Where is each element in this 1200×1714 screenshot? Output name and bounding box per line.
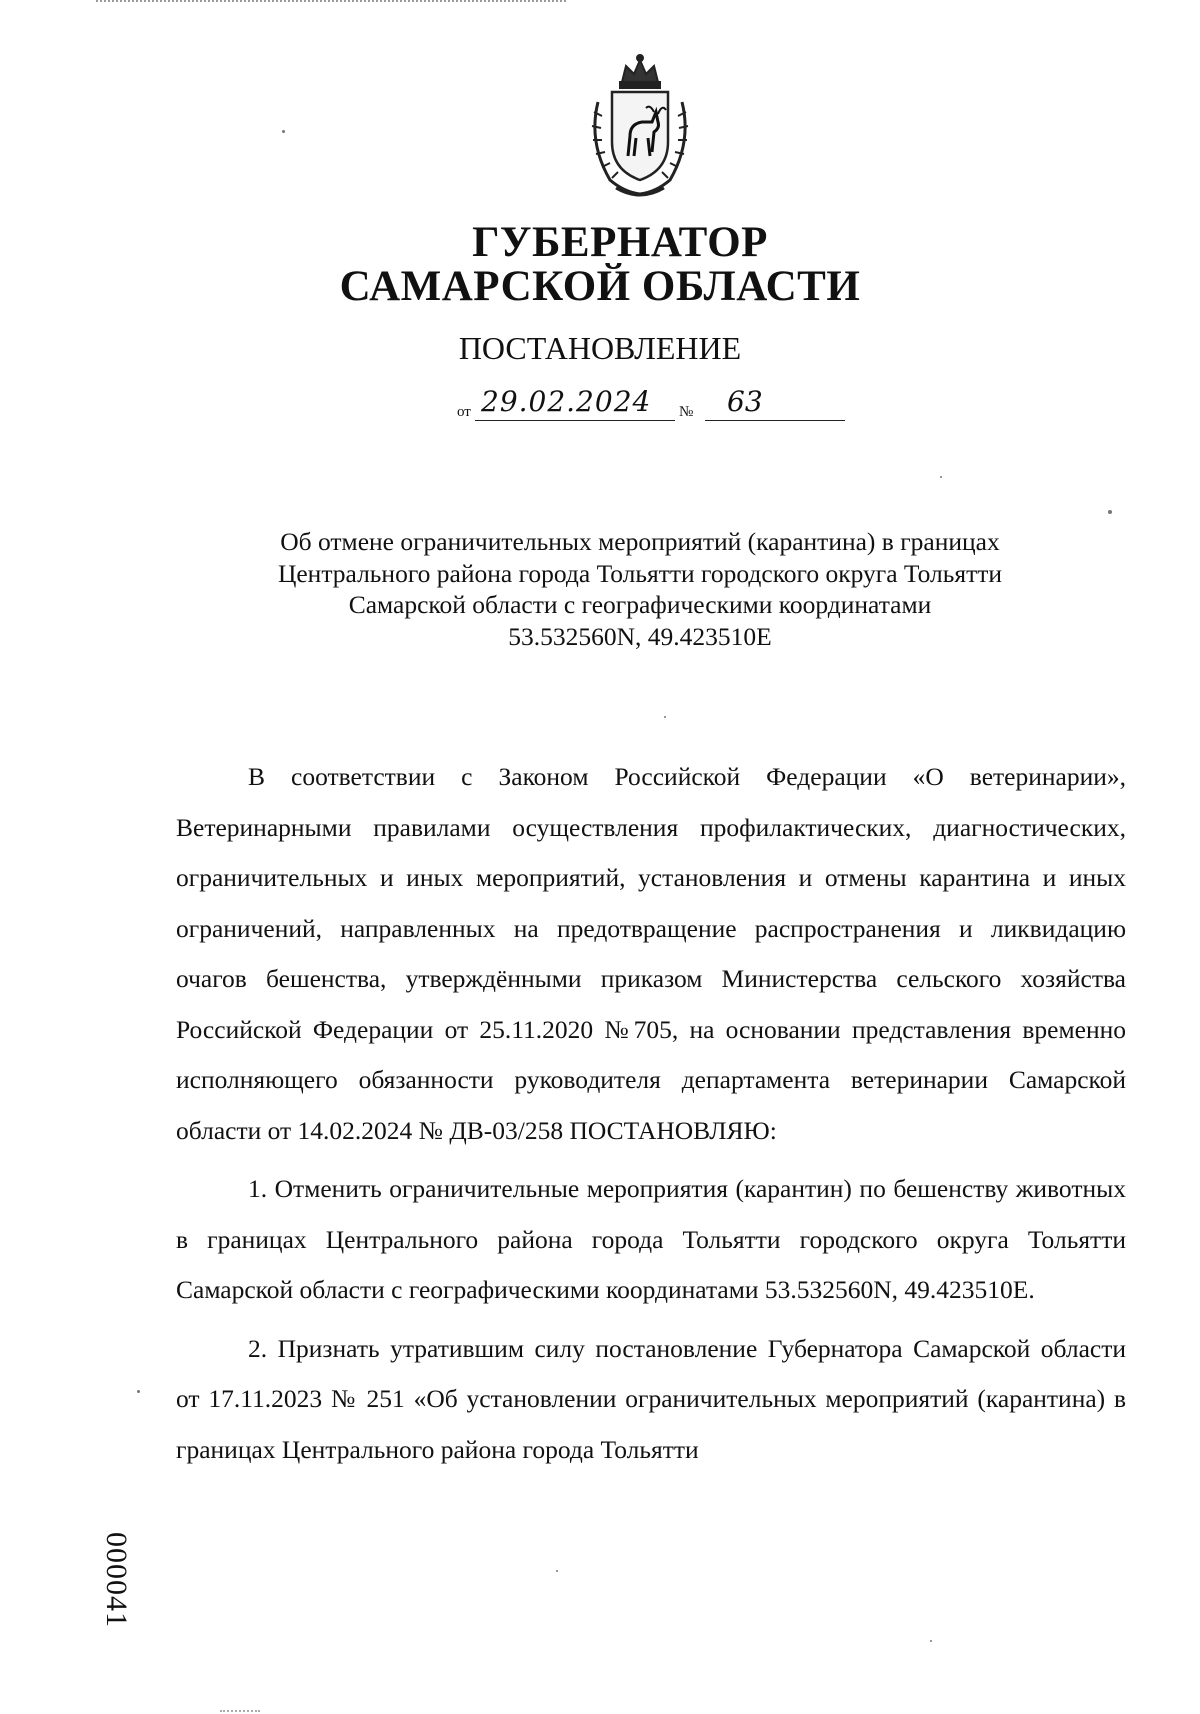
handwritten-number: 63 [727,385,763,418]
title-line: Центрального района города Тольятти городского округа Тольятти [277,558,1003,588]
scan-edge-dots [96,0,566,6]
title-line: 53.532560N, 49.423510E [508,621,772,651]
handwritten-date: 29.02.2024 [481,385,652,418]
date-prefix: от [457,404,471,420]
title-line: Об отмене ограничительных мероприятий (карантина) в границах [280,527,1000,556]
number-prefix: № [679,404,694,420]
preamble-paragraph: В соответствии с Законом Российской Федерации «О ветеринарии», Ветеринарными правилами осуществления профилактических, диагностических, ограничительных и иных мероприятий, установления и отмены карантина и иных ограничений, направленных на предотвращение распространения и ликвидацию очагов бешенства, утверждёнными приказом Министерства сельского хозяйства Российской Федерации от 25.11.2020 №705, на основании представления временно исполняющего обязанности руководителя департамента ветеринарии Самарской области от 14.02.2024 № ДВ-03/258 ПОСТАНОВЛЯЮ: [176,762,1126,1145]
side-registration-number [96,1510,136,1650]
scan-speck [930,1640,932,1642]
title-line: Самарской области с географическими координатами [348,590,932,619]
org-name-line1: ГУБЕРНАТОР [472,219,768,266]
number-field [705,384,845,421]
document-body [176,752,1126,1475]
org-name-line2: САМАРСКОЙ ОБЛАСТИ [339,263,861,310]
scan-speck [282,130,285,133]
coat-of-arms-icon [580,52,700,202]
scan-speck [664,716,666,718]
scan-speck [1108,510,1112,514]
scan-edge-dots [220,1710,260,1714]
document-type: ПОСТАНОВЛЕНИЕ [458,330,742,366]
date-number-line [455,384,845,424]
item-2-paragraph: 2. Признать утратившим силу постановление Губернатора Самарской области от 17.11.2023 № 251 «Об установлении ограничительных мероприятий (карантина) в границах Центрального района города Тольятти [176,1333,1126,1464]
side-number-text: 000041 [100,1532,133,1628]
document-title [220,526,1060,652]
scan-speck [137,1390,140,1393]
scan-speck [940,476,942,478]
scan-speck [556,1570,558,1572]
date-field [475,384,675,421]
item-1-paragraph: 1. Отменить ограничительные мероприятия (карантин) по бешенству животных в границах Центрального района города Тольятти городского округа Тольятти Самарской области с географическими координатами 53.532560N, 49.423510E. [176,1174,1126,1304]
